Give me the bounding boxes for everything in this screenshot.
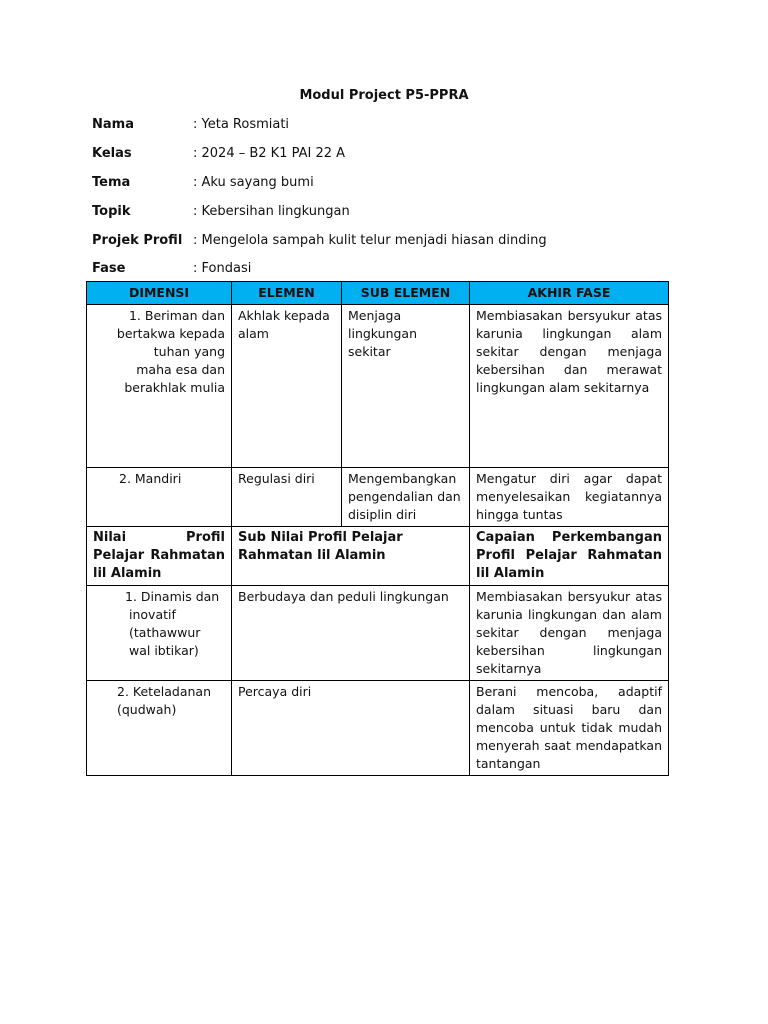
- table-row: [87, 468, 669, 527]
- header-sub-elemen: SUB ELEMEN: [342, 282, 470, 305]
- header-nilai-profil: Nilai Profil Pelajar Rahmatan lil Alamin: [87, 527, 232, 586]
- header-sub-nilai-profil: Sub Nilai Profil Pelajar Rahmatan lil Alamin: [232, 527, 470, 586]
- header-dimensi: DIMENSI: [87, 282, 232, 305]
- cell-elemen: Regulasi diri: [232, 468, 342, 527]
- p5-ppra-table: [86, 281, 669, 776]
- cell-akhir-fase: Mengatur diri agar dapat menyelesaikan kegiatannya hingga tuntas: [470, 468, 669, 527]
- document-title: Modul Project P5-PPRA: [299, 88, 469, 103]
- cell-dimensi: 2. Mandiri: [87, 468, 232, 527]
- info-label: Kelas: [92, 146, 132, 161]
- cell-sub-nilai: Berbudaya dan peduli lingkungan: [232, 586, 470, 681]
- table-row: [87, 305, 669, 468]
- info-value: : 2024 – B2 K1 PAI 22 A: [193, 146, 346, 161]
- cell-akhir-fase: Membiasakan bersyukur atas karunia lingkungan alam sekitar dengan menjaga kebersihan dan merawat lingkungan alam sekitarnya: [470, 305, 669, 468]
- info-value: : Aku sayang bumi: [193, 175, 314, 190]
- header-akhir-fase: AKHIR FASE: [470, 282, 669, 305]
- cell-sub-elemen: Mengembangkan pengendalian dan disiplin diri: [342, 468, 470, 527]
- info-label: Fase: [92, 261, 126, 276]
- cell-nilai: 1. Dinamis dan inovatif (tathawwur wal ibtikar): [87, 586, 232, 681]
- info-label: Nama: [92, 117, 134, 132]
- header-capaian: Capaian Perkembangan Profil Pelajar Rahmatan lil Alamin: [470, 527, 669, 586]
- cell-elemen: Akhlak kepada alam: [232, 305, 342, 468]
- header-elemen: ELEMEN: [232, 282, 342, 305]
- cell-nilai: 2. Keteladanan (qudwah): [87, 681, 232, 776]
- info-label: Tema: [92, 175, 131, 190]
- table-row: [87, 586, 669, 681]
- cell-sub-elemen: Menjaga lingkungan sekitar: [342, 305, 470, 468]
- cell-capaian: Berani mencoba, adaptif dalam situasi baru dan mencoba untuk tidak mudah menyerah saat mendapatkan tantangan: [470, 681, 669, 776]
- info-value: : Fondasi: [193, 261, 252, 276]
- info-value: : Yeta Rosmiati: [193, 117, 290, 132]
- info-value: : Mengelola sampah kulit telur menjadi hiasan dinding: [193, 233, 547, 248]
- info-label: Projek Profil: [92, 233, 183, 248]
- nilai-header-row: [87, 527, 669, 586]
- table-row: [87, 681, 669, 776]
- cell-sub-nilai: Percaya diri: [232, 681, 470, 776]
- cell-capaian: Membiasakan bersyukur atas karunia lingkungan dan alam sekitar dengan menjaga kebersihan lingkungan sekitarnya: [470, 586, 669, 681]
- table-header-row: [87, 282, 669, 305]
- cell-dimensi: 1. Beriman dan bertakwa kepada tuhan yang maha esa dan berakhlak mulia: [87, 305, 232, 468]
- info-label: Topik: [92, 204, 131, 219]
- info-value: : Kebersihan lingkungan: [193, 204, 350, 219]
